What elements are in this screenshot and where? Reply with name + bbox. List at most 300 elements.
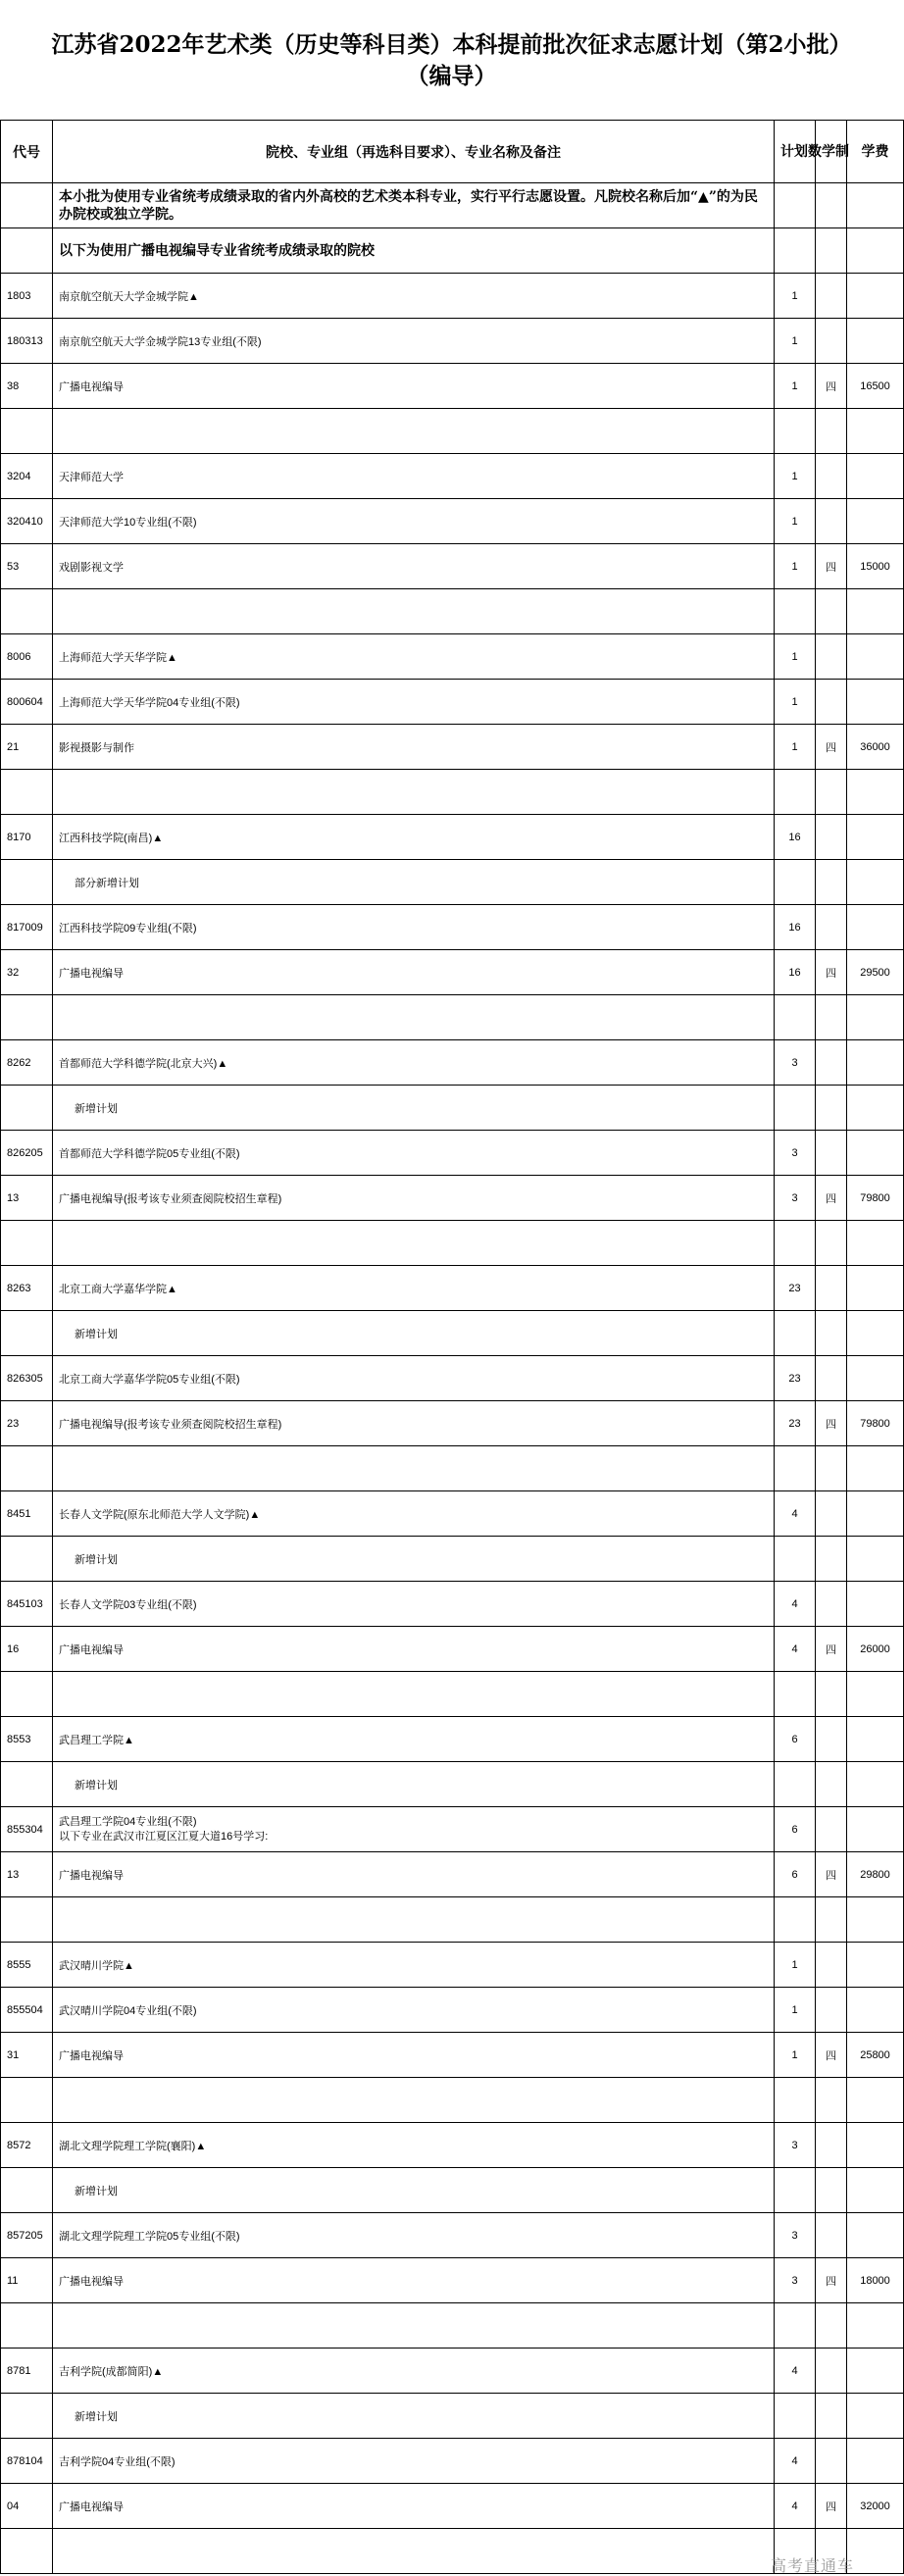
code-cell: 31 [1,2033,53,2078]
name-cell: 广播电视编导 [53,1852,775,1897]
table-row [1,2349,904,2394]
plan-cell: 1 [775,634,816,680]
plan-cell [775,1537,816,1582]
intro-note-row [1,183,904,228]
plan-cell [775,1311,816,1356]
table-row [1,950,904,995]
title-line-2: （编导） [406,63,497,89]
duration-cell [816,1221,847,1266]
plan-cell [775,1897,816,1943]
code-cell: 13 [1,1176,53,1221]
name-cell: 广播电视编导(报考该专业须查阅院校招生章程) [53,1401,775,1446]
code-cell: 320410 [1,499,53,544]
table-row [1,364,904,409]
name-cell: 新增计划 [53,1762,775,1807]
fee-cell [847,2439,904,2484]
code-cell: 8781 [1,2349,53,2394]
name-cell [53,1897,775,1943]
table-row [1,905,904,950]
code-cell: 04 [1,2484,53,2529]
intro-note: 本小批为使用专业省统考成绩录取的省内外高校的艺术类本科专业，实行平行志愿设置。凡院校名称后加“▲”的为民办院校或独立学院。 [53,183,775,228]
duration-cell [816,634,847,680]
table-row [1,634,904,680]
duration-cell [816,1491,847,1537]
header-fee: 学费 [847,121,904,183]
code-cell [1,2529,53,2574]
table-row [1,2303,904,2349]
name-cell: 首都师范大学科德学院(北京大兴)▲ [53,1040,775,1086]
duration-cell: 四 [816,2258,847,2303]
table-row [1,1897,904,1943]
plan-cell: 3 [775,1176,816,1221]
fee-cell [847,634,904,680]
code-cell: 826305 [1,1356,53,1401]
duration-cell [816,499,847,544]
fee-cell: 15000 [847,544,904,589]
code-cell [1,1221,53,1266]
duration-cell [816,1086,847,1131]
name-cell [53,409,775,454]
name-cell: 新增计划 [53,2168,775,2213]
plan-cell: 1 [775,1943,816,1988]
duration-cell [816,1537,847,1582]
code-cell [1,2303,53,2349]
name-cell [53,2078,775,2123]
fee-cell [847,1717,904,1762]
duration-cell [816,1897,847,1943]
name-cell [53,1672,775,1717]
fee-cell [847,1131,904,1176]
name-cell: 湖北文理学院理工学院(襄阳)▲ [53,2123,775,2168]
table-row [1,1040,904,1086]
header-code: 代号 [1,121,53,183]
fee-cell: 18000 [847,2258,904,2303]
code-cell [1,1897,53,1943]
plan-note-row [1,860,904,905]
table-row [1,1266,904,1311]
code-cell: 16 [1,1627,53,1672]
plan-cell: 1 [775,2033,816,2078]
name-cell: 上海师范大学天华学院▲ [53,634,775,680]
fee-cell: 36000 [847,725,904,770]
name-cell: 北京工商大学嘉华学院▲ [53,1266,775,1311]
plan-cell [775,1672,816,1717]
duration-cell: 四 [816,364,847,409]
section-note: 以下为使用广播电视编导专业省统考成绩录取的院校 [53,228,775,274]
duration-cell [816,274,847,319]
name-cell: 广播电视编导 [53,2484,775,2529]
name-cell [53,1221,775,1266]
table-row [1,1491,904,1537]
fee-cell [847,1988,904,2033]
duration-cell: 四 [816,2484,847,2529]
plan-note-row [1,1311,904,1356]
fee-cell [847,2213,904,2258]
name-cell: 上海师范大学天华学院04专业组(不限) [53,680,775,725]
name-cell: 南京航空航天大学金城学院13专业组(不限) [53,319,775,364]
table-row [1,2439,904,2484]
name-cell: 武汉晴川学院▲ [53,1943,775,1988]
duration-cell [816,1988,847,2033]
code-cell: 13 [1,1852,53,1897]
duration-cell: 四 [816,1627,847,1672]
fee-cell: 32000 [847,2484,904,2529]
plan-cell: 1 [775,364,816,409]
name-cell: 广播电视编导 [53,2033,775,2078]
duration-cell: 四 [816,2033,847,2078]
plan-cell: 16 [775,815,816,860]
table-row [1,589,904,634]
code-cell [1,409,53,454]
table-row [1,1582,904,1627]
plan-cell: 1 [775,544,816,589]
name-cell [53,589,775,634]
duration-cell [816,454,847,499]
duration-cell [816,2394,847,2439]
plan-cell [775,1221,816,1266]
duration-cell [816,1582,847,1627]
plan-cell: 23 [775,1266,816,1311]
plan-cell: 4 [775,1491,816,1537]
duration-cell [816,1762,847,1807]
name-cell: 武昌理工学院▲ [53,1717,775,1762]
duration-cell [816,319,847,364]
plan-cell [775,995,816,1040]
fee-cell [847,1311,904,1356]
name-cell: 湖北文理学院理工学院05专业组(不限) [53,2213,775,2258]
name-cell [53,770,775,815]
name-cell [53,1446,775,1491]
fee-cell: 26000 [847,1627,904,1672]
code-cell [1,2168,53,2213]
fee-cell [847,454,904,499]
duration-cell [816,1266,847,1311]
duration-cell: 四 [816,1176,847,1221]
fee-cell [847,815,904,860]
duration-cell [816,860,847,905]
code-cell: 8006 [1,634,53,680]
table-row [1,1807,904,1852]
table-row [1,2078,904,2123]
table-row [1,2123,904,2168]
table-row [1,1988,904,2033]
code-cell [1,770,53,815]
name-cell [53,2303,775,2349]
plan-cell: 1 [775,274,816,319]
fee-cell: 79800 [847,1401,904,1446]
fee-cell [847,1537,904,1582]
table-row [1,995,904,1040]
fee-cell: 79800 [847,1176,904,1221]
plan-cell: 6 [775,1717,816,1762]
code-cell [1,860,53,905]
name-cell: 戏剧影视文学 [53,544,775,589]
name-cell: 长春人文学院(原东北师范大学人文学院)▲ [53,1491,775,1537]
duration-cell [816,1131,847,1176]
name-cell: 影视摄影与制作 [53,725,775,770]
name-cell: 新增计划 [53,1086,775,1131]
plan-cell: 16 [775,905,816,950]
code-cell: 53 [1,544,53,589]
plan-cell: 4 [775,1627,816,1672]
plan-cell [775,2303,816,2349]
table-row [1,815,904,860]
duration-cell [816,680,847,725]
name-cell: 江西科技学院09专业组(不限) [53,905,775,950]
code-cell [1,2394,53,2439]
table-row [1,1672,904,1717]
duration-cell [816,2168,847,2213]
name-cell: 新增计划 [53,1537,775,1582]
table-row [1,1446,904,1491]
name-cell: 新增计划 [53,2394,775,2439]
fee-cell [847,319,904,364]
plan-cell: 3 [775,2258,816,2303]
name-cell: 吉利学院04专业组(不限) [53,2439,775,2484]
fee-cell [847,1943,904,1988]
fee-cell [847,2349,904,2394]
table-row [1,1356,904,1401]
name-cell: 武汉晴川学院04专业组(不限) [53,1988,775,2033]
plan-note-row [1,1762,904,1807]
name-cell: 广播电视编导 [53,1627,775,1672]
duration-cell [816,409,847,454]
plan-cell: 3 [775,2123,816,2168]
plan-cell: 6 [775,1852,816,1897]
name-cell [53,995,775,1040]
code-cell [1,1311,53,1356]
duration-cell: 四 [816,950,847,995]
plan-cell [775,2168,816,2213]
duration-cell [816,1446,847,1491]
name-cell: 首都师范大学科德学院05专业组(不限) [53,1131,775,1176]
code-cell: 3204 [1,454,53,499]
code-cell: 38 [1,364,53,409]
code-cell: 11 [1,2258,53,2303]
plan-cell [775,409,816,454]
code-cell: 8262 [1,1040,53,1086]
table-header-row [1,121,904,183]
duration-cell [816,1672,847,1717]
duration-cell [816,2213,847,2258]
duration-cell [816,1040,847,1086]
plan-cell [775,860,816,905]
code-cell: 23 [1,1401,53,1446]
table-row [1,409,904,454]
duration-cell: 四 [816,1401,847,1446]
duration-cell [816,2439,847,2484]
plan-cell: 3 [775,2213,816,2258]
duration-cell [816,1943,847,1988]
plan-cell [775,770,816,815]
table-row [1,1221,904,1266]
plan-cell [775,1446,816,1491]
fee-cell [847,2529,904,2574]
plan-note-row [1,1537,904,1582]
code-cell [1,1446,53,1491]
code-cell: 857205 [1,2213,53,2258]
code-cell: 800604 [1,680,53,725]
name-cell: 南京航空航天大学金城学院▲ [53,274,775,319]
table-row [1,454,904,499]
plan-cell [775,589,816,634]
code-cell [1,589,53,634]
plan-cell [775,2078,816,2123]
name-cell: 广播电视编导(报考该专业须查阅院校招生章程) [53,1176,775,1221]
code-cell: 855304 [1,1807,53,1852]
fee-cell [847,1672,904,1717]
duration-cell [816,995,847,1040]
table-row [1,770,904,815]
duration-cell [816,905,847,950]
code-cell [1,1672,53,1717]
table-row [1,680,904,725]
code-cell [1,2078,53,2123]
plan-note-row [1,2394,904,2439]
fee-cell [847,1491,904,1537]
document-title [0,0,903,120]
fee-cell [847,2123,904,2168]
group-location-note: 以下专业在武汉市江夏区江夏大道16号学习: [59,1830,269,1843]
duration-cell [816,2349,847,2394]
table-row [1,499,904,544]
fee-cell [847,274,904,319]
code-cell: 817009 [1,905,53,950]
fee-cell [847,905,904,950]
table-row [1,1627,904,1672]
plan-cell [775,2394,816,2439]
plan-cell: 4 [775,2349,816,2394]
code-cell: 8263 [1,1266,53,1311]
fee-cell [847,2303,904,2349]
fee-cell: 25800 [847,2033,904,2078]
table-row [1,2033,904,2078]
duration-cell [816,815,847,860]
watermark: 高考直通车 [771,2556,855,2575]
table-row [1,725,904,770]
code-cell: 8572 [1,2123,53,2168]
table-row [1,1852,904,1897]
plan-cell: 1 [775,1988,816,2033]
plan-cell: 3 [775,1131,816,1176]
duration-cell [816,589,847,634]
duration-cell [816,770,847,815]
duration-cell [816,1356,847,1401]
duration-cell [816,1311,847,1356]
plan-cell: 23 [775,1401,816,1446]
table-row [1,1176,904,1221]
header-duration: 学制 [816,121,847,183]
code-cell: 855504 [1,1988,53,2033]
table-row [1,1131,904,1176]
name-cell: 北京工商大学嘉华学院05专业组(不限) [53,1356,775,1401]
fee-cell [847,1897,904,1943]
table-row [1,544,904,589]
duration-cell: 四 [816,725,847,770]
code-cell: 8555 [1,1943,53,1988]
duration-cell: 四 [816,1852,847,1897]
name-cell [53,1807,775,1852]
fee-cell: 16500 [847,364,904,409]
table-row [1,1401,904,1446]
fee-cell [847,860,904,905]
plan-cell: 16 [775,950,816,995]
plan-cell: 1 [775,454,816,499]
plan-cell: 1 [775,319,816,364]
code-cell: 826205 [1,1131,53,1176]
name-cell: 长春人文学院03专业组(不限) [53,1582,775,1627]
name-cell: 天津师范大学10专业组(不限) [53,499,775,544]
plan-note-row [1,1086,904,1131]
duration-cell [816,1717,847,1762]
code-cell: 8553 [1,1717,53,1762]
plan-cell: 1 [775,725,816,770]
fee-cell [847,1221,904,1266]
name-cell: 部分新增计划 [53,860,775,905]
code-cell [1,995,53,1040]
fee-cell [847,1356,904,1401]
header-plan: 计划数 [775,121,816,183]
fee-cell [847,2078,904,2123]
name-cell: 江西科技学院(南昌)▲ [53,815,775,860]
fee-cell: 29800 [847,1852,904,1897]
table-row [1,2258,904,2303]
fee-cell [847,1807,904,1852]
plan-cell: 4 [775,2439,816,2484]
table-row [1,2529,904,2574]
code-cell [1,1086,53,1131]
plan-cell: 6 [775,1807,816,1852]
fee-cell [847,2394,904,2439]
fee-cell [847,2168,904,2213]
code-cell [1,1762,53,1807]
table-row [1,1943,904,1988]
duration-cell [816,1807,847,1852]
table-row [1,274,904,319]
name-cell [53,2529,775,2574]
code-cell: 32 [1,950,53,995]
table-row [1,2484,904,2529]
name-cell: 广播电视编导 [53,364,775,409]
plan-cell: 1 [775,680,816,725]
fee-cell [847,770,904,815]
duration-cell [816,2303,847,2349]
code-cell: 1803 [1,274,53,319]
table-row [1,2213,904,2258]
fee-cell [847,680,904,725]
name-cell: 广播电视编导 [53,2258,775,2303]
plan-cell [775,1086,816,1131]
code-cell: 8170 [1,815,53,860]
duration-cell [816,2078,847,2123]
fee-cell [847,1040,904,1086]
duration-cell [816,2123,847,2168]
fee-cell [847,409,904,454]
group-name: 武昌理工学院04专业组(不限) [59,1815,197,1828]
code-cell: 180313 [1,319,53,364]
plan-table [0,120,904,2574]
header-name: 院校、专业组（再选科目要求）、专业名称及备注 [53,121,775,183]
fee-cell [847,589,904,634]
fee-cell [847,499,904,544]
table-body [1,183,904,2574]
plan-note-row [1,2168,904,2213]
plan-cell: 4 [775,1582,816,1627]
fee-cell: 29500 [847,950,904,995]
code-cell [1,1537,53,1582]
code-cell: 845103 [1,1582,53,1627]
plan-cell [775,1762,816,1807]
